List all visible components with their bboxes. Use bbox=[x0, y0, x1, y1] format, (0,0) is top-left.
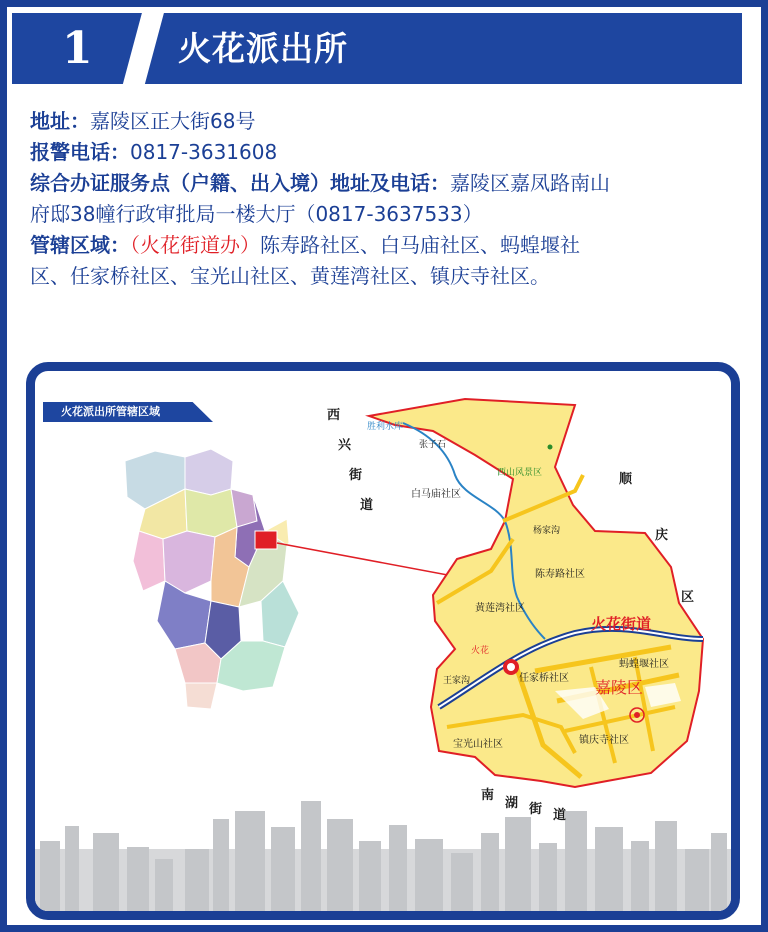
label-xixing-2: 兴 bbox=[338, 438, 352, 453]
jurisdiction-label: 管辖区域： bbox=[30, 233, 130, 257]
label-huohua-street: 火花街道 bbox=[591, 615, 652, 633]
service-line bbox=[30, 168, 745, 199]
map-caption-text: 火花派出所管辖区域 bbox=[61, 405, 160, 418]
label-baoguangshan: 宝光山社区 bbox=[453, 739, 503, 750]
service-line-2 bbox=[30, 199, 745, 230]
station-number: 1 bbox=[62, 23, 93, 74]
label-huangnianwan: 黄莲湾社区 bbox=[475, 603, 525, 614]
label-mahuangyan: 蚂蝗堰社区 bbox=[619, 659, 669, 670]
label-xixing-3: 街 bbox=[349, 468, 363, 483]
address-value: 嘉陵区正大街68号 bbox=[90, 109, 256, 133]
jurisdiction-line-2 bbox=[30, 261, 745, 292]
service-value-1: 嘉陵区嘉凤路南山 bbox=[450, 171, 610, 195]
service-value-2: 府邸38幢行政审批局一楼大厅（0817-3637533） bbox=[30, 202, 483, 226]
label-wangjiagou: 王家沟 bbox=[443, 676, 471, 686]
label-zhenqingsi: 镇庆寺社区 bbox=[579, 735, 629, 746]
label-yangjiagou: 杨家沟 bbox=[533, 526, 561, 536]
jurisdiction-detail-map bbox=[369, 399, 703, 787]
address-line bbox=[30, 106, 745, 137]
station-info bbox=[30, 106, 745, 292]
label-zhanzishi: 张子石 bbox=[419, 440, 447, 450]
phone-value: 0817-3631608 bbox=[130, 140, 278, 164]
label-jialing: 嘉陵区 bbox=[595, 678, 644, 697]
address-label: 地址： bbox=[30, 109, 90, 133]
label-nanhu-2: 湖 bbox=[505, 796, 519, 811]
label-huohua: 火花 bbox=[471, 646, 490, 656]
jurisdiction-value-1: 陈寿路社区、白马庙社区、蚂蝗堰社 bbox=[260, 233, 580, 257]
map-panel bbox=[26, 362, 740, 920]
jurisdiction-map bbox=[35, 371, 731, 911]
label-shunqing-1: 顺 bbox=[619, 472, 633, 487]
county-overview-map bbox=[125, 449, 299, 709]
label-chenshoulu: 陈寿路社区 bbox=[535, 569, 585, 580]
label-xixing-1: 西 bbox=[327, 408, 341, 423]
label-renjiaqiao: 任家桥社区 bbox=[519, 673, 569, 684]
phone-label: 报警电话： bbox=[30, 140, 130, 164]
label-baimamiao: 白马庙社区 bbox=[411, 489, 461, 500]
label-shunqing-3: 区 bbox=[681, 590, 695, 605]
station-title: 火花派出所 bbox=[178, 29, 348, 68]
label-xishan-scenic: 西山风景区 bbox=[497, 468, 543, 478]
service-label: 综合办证服务点（户籍、出入境）地址及电话： bbox=[30, 171, 450, 195]
jurisdiction-value-2: 区、任家桥社区、宝光山社区、黄莲湾社区、镇庆寺社区。 bbox=[30, 264, 550, 288]
label-shengli-reservoir: 胜利水库 bbox=[367, 422, 404, 432]
jurisdiction-line bbox=[30, 230, 745, 261]
map-caption-tag bbox=[43, 402, 213, 422]
label-nanhu-1: 南 bbox=[481, 788, 495, 803]
label-nanhu-4: 道 bbox=[553, 808, 567, 823]
label-shunqing-2: 庆 bbox=[655, 528, 669, 543]
label-xixing-4: 道 bbox=[360, 498, 374, 513]
label-nanhu-3: 街 bbox=[529, 802, 543, 817]
jurisdiction-street: （火花街道办） bbox=[130, 233, 260, 257]
skyline-decoration bbox=[35, 801, 731, 911]
phone-line bbox=[30, 137, 745, 168]
